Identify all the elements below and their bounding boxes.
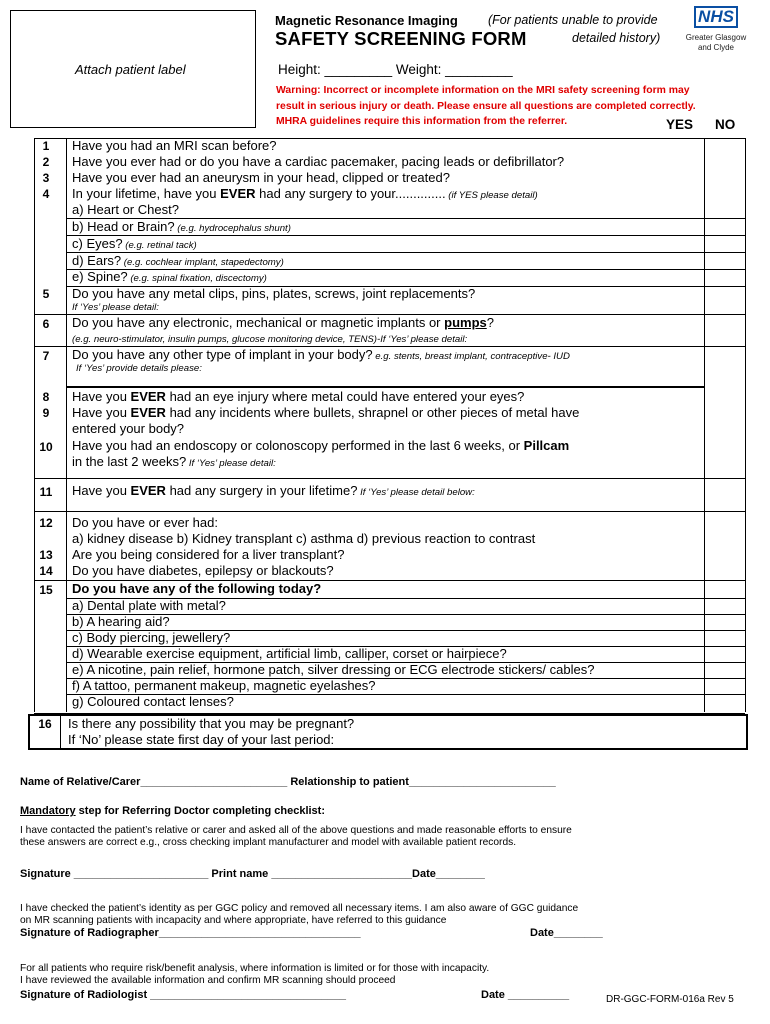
question-15e: e) A nicotine, pain relief, hormone patch, silver dressing or ECG electrode stickers/ cables? bbox=[72, 662, 595, 677]
question-2: Have you ever had or do you have a cardiac pacemaker, pacing leads or defibrillator? bbox=[72, 154, 565, 169]
question-5: Do you have any metal clips, pins, plates, screws, joint replacements? bbox=[72, 286, 476, 301]
question-8 bbox=[72, 389, 524, 404]
form-heading: Magnetic Resonance Imaging bbox=[275, 13, 458, 28]
question-4d bbox=[72, 253, 284, 268]
question-number: 7 bbox=[42, 349, 50, 363]
q7-note-inline: e.g. stents, breast implant, contraceptive- IUD bbox=[372, 351, 570, 362]
relative-carer-field[interactable]: Name of Relative/Carer________________________ Relationship to patient________________________ bbox=[20, 776, 556, 788]
nhs-logo-subtitle: Greater Glasgow and Clyde bbox=[685, 33, 747, 52]
q4-ever: EVER bbox=[220, 186, 256, 201]
q10-text-a: Have you had an endoscopy or colonoscopy performed in the last 6 weeks, or bbox=[72, 438, 524, 453]
form-subtitle-a: (For patients unable to provide bbox=[488, 13, 658, 27]
radiologist-signature-line[interactable]: Signature of Radiologist ________________________________ bbox=[20, 989, 346, 1001]
q8-ever: EVER bbox=[130, 389, 166, 404]
question-number: 8 bbox=[42, 390, 50, 404]
question-4c bbox=[72, 236, 197, 251]
q4-text-c: had any surgery to your.............. bbox=[255, 186, 446, 201]
q4c-text: c) Eyes? bbox=[72, 236, 123, 251]
question-4b bbox=[72, 219, 291, 234]
q4e-note: (e.g. spinal fixation, discectomy) bbox=[127, 273, 267, 284]
question-4e bbox=[72, 269, 267, 284]
nhs-logo bbox=[685, 6, 747, 64]
checked-statement-2: on MR scanning patients with incapacity and where appropriate, have referred to this guidance bbox=[20, 915, 447, 926]
q11-ever: EVER bbox=[130, 483, 166, 498]
question-7 bbox=[72, 347, 570, 362]
question-13: Are you being considered for a liver transplant? bbox=[72, 547, 345, 562]
question-number: 2 bbox=[42, 155, 50, 169]
no-column-header: NO bbox=[715, 117, 736, 132]
question-7-note: If ‘Yes’ provide details please: bbox=[76, 363, 202, 374]
q8-text-a: Have you bbox=[72, 389, 131, 404]
row-line bbox=[34, 511, 745, 512]
nhs-logo-mark: NHS bbox=[694, 6, 738, 28]
question-16: Is there any possibility that you may be pregnant? bbox=[68, 716, 355, 731]
question-10-cont bbox=[72, 454, 276, 469]
question-15c: c) Body piercing, jewellery? bbox=[72, 630, 231, 645]
question-number: 10 bbox=[39, 440, 53, 454]
question-4a: a) Heart or Chest? bbox=[72, 202, 179, 217]
q4b-note: (e.g. hydrocephalus shunt) bbox=[174, 223, 291, 234]
question-number: 9 bbox=[42, 406, 50, 420]
q11-text-c: had any surgery in your lifetime? bbox=[165, 483, 358, 498]
q9-text-a: Have you bbox=[72, 405, 131, 420]
question-6 bbox=[72, 315, 494, 330]
warning-text: Warning: Incorrect or incomplete information on the MRI safety screening form may result in serious injury or death. Please ensure all questions are completed correctly. MHRA guidelines require this information from the referrer. bbox=[276, 85, 696, 127]
question-number: 5 bbox=[42, 287, 50, 301]
question-16-box bbox=[28, 714, 748, 750]
question-16-cont: If ‘No’ please state first day of your last period: bbox=[68, 732, 335, 747]
question-number: 11 bbox=[39, 485, 53, 499]
q4b-text: b) Head or Brain? bbox=[72, 219, 175, 234]
row-line bbox=[66, 386, 705, 388]
q11-note: If ‘Yes’ please detail below: bbox=[357, 487, 475, 498]
q4c-note: (e.g. retinal tack) bbox=[122, 240, 197, 251]
question-number: 1 bbox=[42, 139, 50, 153]
question-number: 6 bbox=[42, 317, 50, 331]
question-number: 4 bbox=[42, 187, 50, 201]
q10-note: If ‘Yes’ please detail: bbox=[186, 458, 276, 469]
q4-note: (if YES please detail) bbox=[445, 190, 538, 201]
question-number: 15 bbox=[39, 583, 53, 597]
question-15d: d) Wearable exercise equipment, artificial limb, calliper, corset or hairpiece? bbox=[72, 646, 507, 661]
form-title: SAFETY SCREENING FORM bbox=[275, 28, 527, 49]
question-15g: g) Coloured contact lenses? bbox=[72, 694, 234, 709]
contacted-statement-2: these answers are correct e.g., cross checking implant manufacturer and model with available patient records. bbox=[20, 837, 517, 848]
question-number: 12 bbox=[39, 516, 53, 530]
checked-statement-1: I have checked the patient’s identity as per GGC policy and removed all necessary items. I am also aware of GGC guidance bbox=[20, 903, 579, 914]
mandatory-word: Mandatory bbox=[20, 805, 76, 817]
q6-text-a: Do you have any electronic, mechanical or magnetic implants or bbox=[72, 315, 445, 330]
question-12: Do you have or ever had: bbox=[72, 515, 218, 530]
question-15f: f) A tattoo, permanent makeup, magnetic eyelashes? bbox=[72, 678, 376, 693]
q9-ever: EVER bbox=[130, 405, 166, 420]
question-15a: a) Dental plate with metal? bbox=[72, 598, 226, 613]
q8-text-c: had an eye injury where metal could have entered your eyes? bbox=[165, 389, 525, 404]
question-1: Have you had an MRI scan before? bbox=[72, 138, 277, 153]
table-number-divider bbox=[66, 138, 67, 712]
q4d-text: d) Ears? bbox=[72, 253, 122, 268]
question-12-options: a) kidney disease b) Kidney transplant c) asthma d) previous reaction to contrast bbox=[72, 531, 536, 546]
q7-text: Do you have any other type of implant in your body? bbox=[72, 347, 373, 362]
question-11 bbox=[72, 483, 475, 498]
question-9 bbox=[72, 405, 579, 420]
radiologist-date-line[interactable]: Date __________ bbox=[481, 989, 570, 1001]
table-border-right bbox=[745, 138, 746, 712]
q4d-note: (e.g. cochlear implant, stapedectomy) bbox=[121, 257, 284, 268]
question-number: 3 bbox=[42, 171, 50, 185]
q9-text-c: had any incidents where bullets, shrapnel or other pieces of metal have bbox=[165, 405, 580, 420]
q10-pillcam: Pillcam bbox=[523, 438, 570, 453]
q10-text-c: in the last 2 weeks? bbox=[72, 454, 187, 469]
q6-pumps: pumps bbox=[444, 315, 487, 330]
q4e-text: e) Spine? bbox=[72, 269, 128, 284]
question-10 bbox=[72, 438, 569, 453]
patient-label-box bbox=[10, 10, 256, 128]
q6-text-c: ? bbox=[486, 315, 494, 330]
question-6-note: (e.g. neuro-stimulator, insulin pumps, glucose monitoring device, TENS)-If ‘Yes’ please detail: bbox=[72, 334, 468, 345]
form-subtitle-b: detailed history) bbox=[572, 31, 661, 45]
question-16-divider bbox=[60, 716, 61, 748]
riskbenefit-statement-2: I have reviewed the available information and confirm MR scanning should proceed bbox=[20, 975, 396, 986]
patient-label-text: Attach patient label bbox=[75, 62, 186, 77]
question-5-note: If ‘Yes’ please detail: bbox=[72, 302, 159, 313]
question-9-cont: entered your body? bbox=[72, 421, 185, 436]
form-reference: DR-GGC-FORM-016a Rev 5 bbox=[606, 994, 734, 1005]
doctor-signature-line[interactable]: Signature ______________________ Print name _______________________Date________ bbox=[20, 868, 485, 880]
yes-column-header: YES bbox=[666, 117, 694, 132]
table-border-left bbox=[34, 138, 35, 712]
q4-text-a: In your lifetime, have you bbox=[72, 186, 221, 201]
question-number: 14 bbox=[39, 564, 53, 578]
question-4 bbox=[72, 186, 538, 201]
question-3: Have you ever had an aneurysm in your head, clipped or treated? bbox=[72, 170, 450, 185]
row-line bbox=[34, 478, 745, 479]
mandatory-rest: step for Referring Doctor completing checklist: bbox=[75, 805, 325, 817]
q11-text-a: Have you bbox=[72, 483, 131, 498]
riskbenefit-statement-1: For all patients who require risk/benefit analysis, where information is limited or for those with incapacity. bbox=[20, 963, 490, 974]
question-15b: b) A hearing aid? bbox=[72, 614, 170, 629]
contacted-statement-1: I have contacted the patient’s relative or carer and asked all of the above questions and made reasonable efforts to ensure bbox=[20, 825, 572, 836]
question-14: Do you have diabetes, epilepsy or blackouts? bbox=[72, 563, 334, 578]
question-number: 13 bbox=[39, 548, 53, 562]
radiographer-signature-line[interactable]: Signature of Radiographer_________________________________ bbox=[20, 927, 361, 939]
question-15: Do you have any of the following today? bbox=[72, 581, 322, 596]
height-weight-field[interactable]: Height: _________ Weight: _________ bbox=[278, 62, 513, 77]
table-yes-divider bbox=[704, 138, 705, 712]
mandatory-heading bbox=[20, 805, 325, 817]
question-number: 16 bbox=[38, 717, 52, 731]
radiographer-date-line[interactable]: Date________ bbox=[530, 927, 603, 939]
